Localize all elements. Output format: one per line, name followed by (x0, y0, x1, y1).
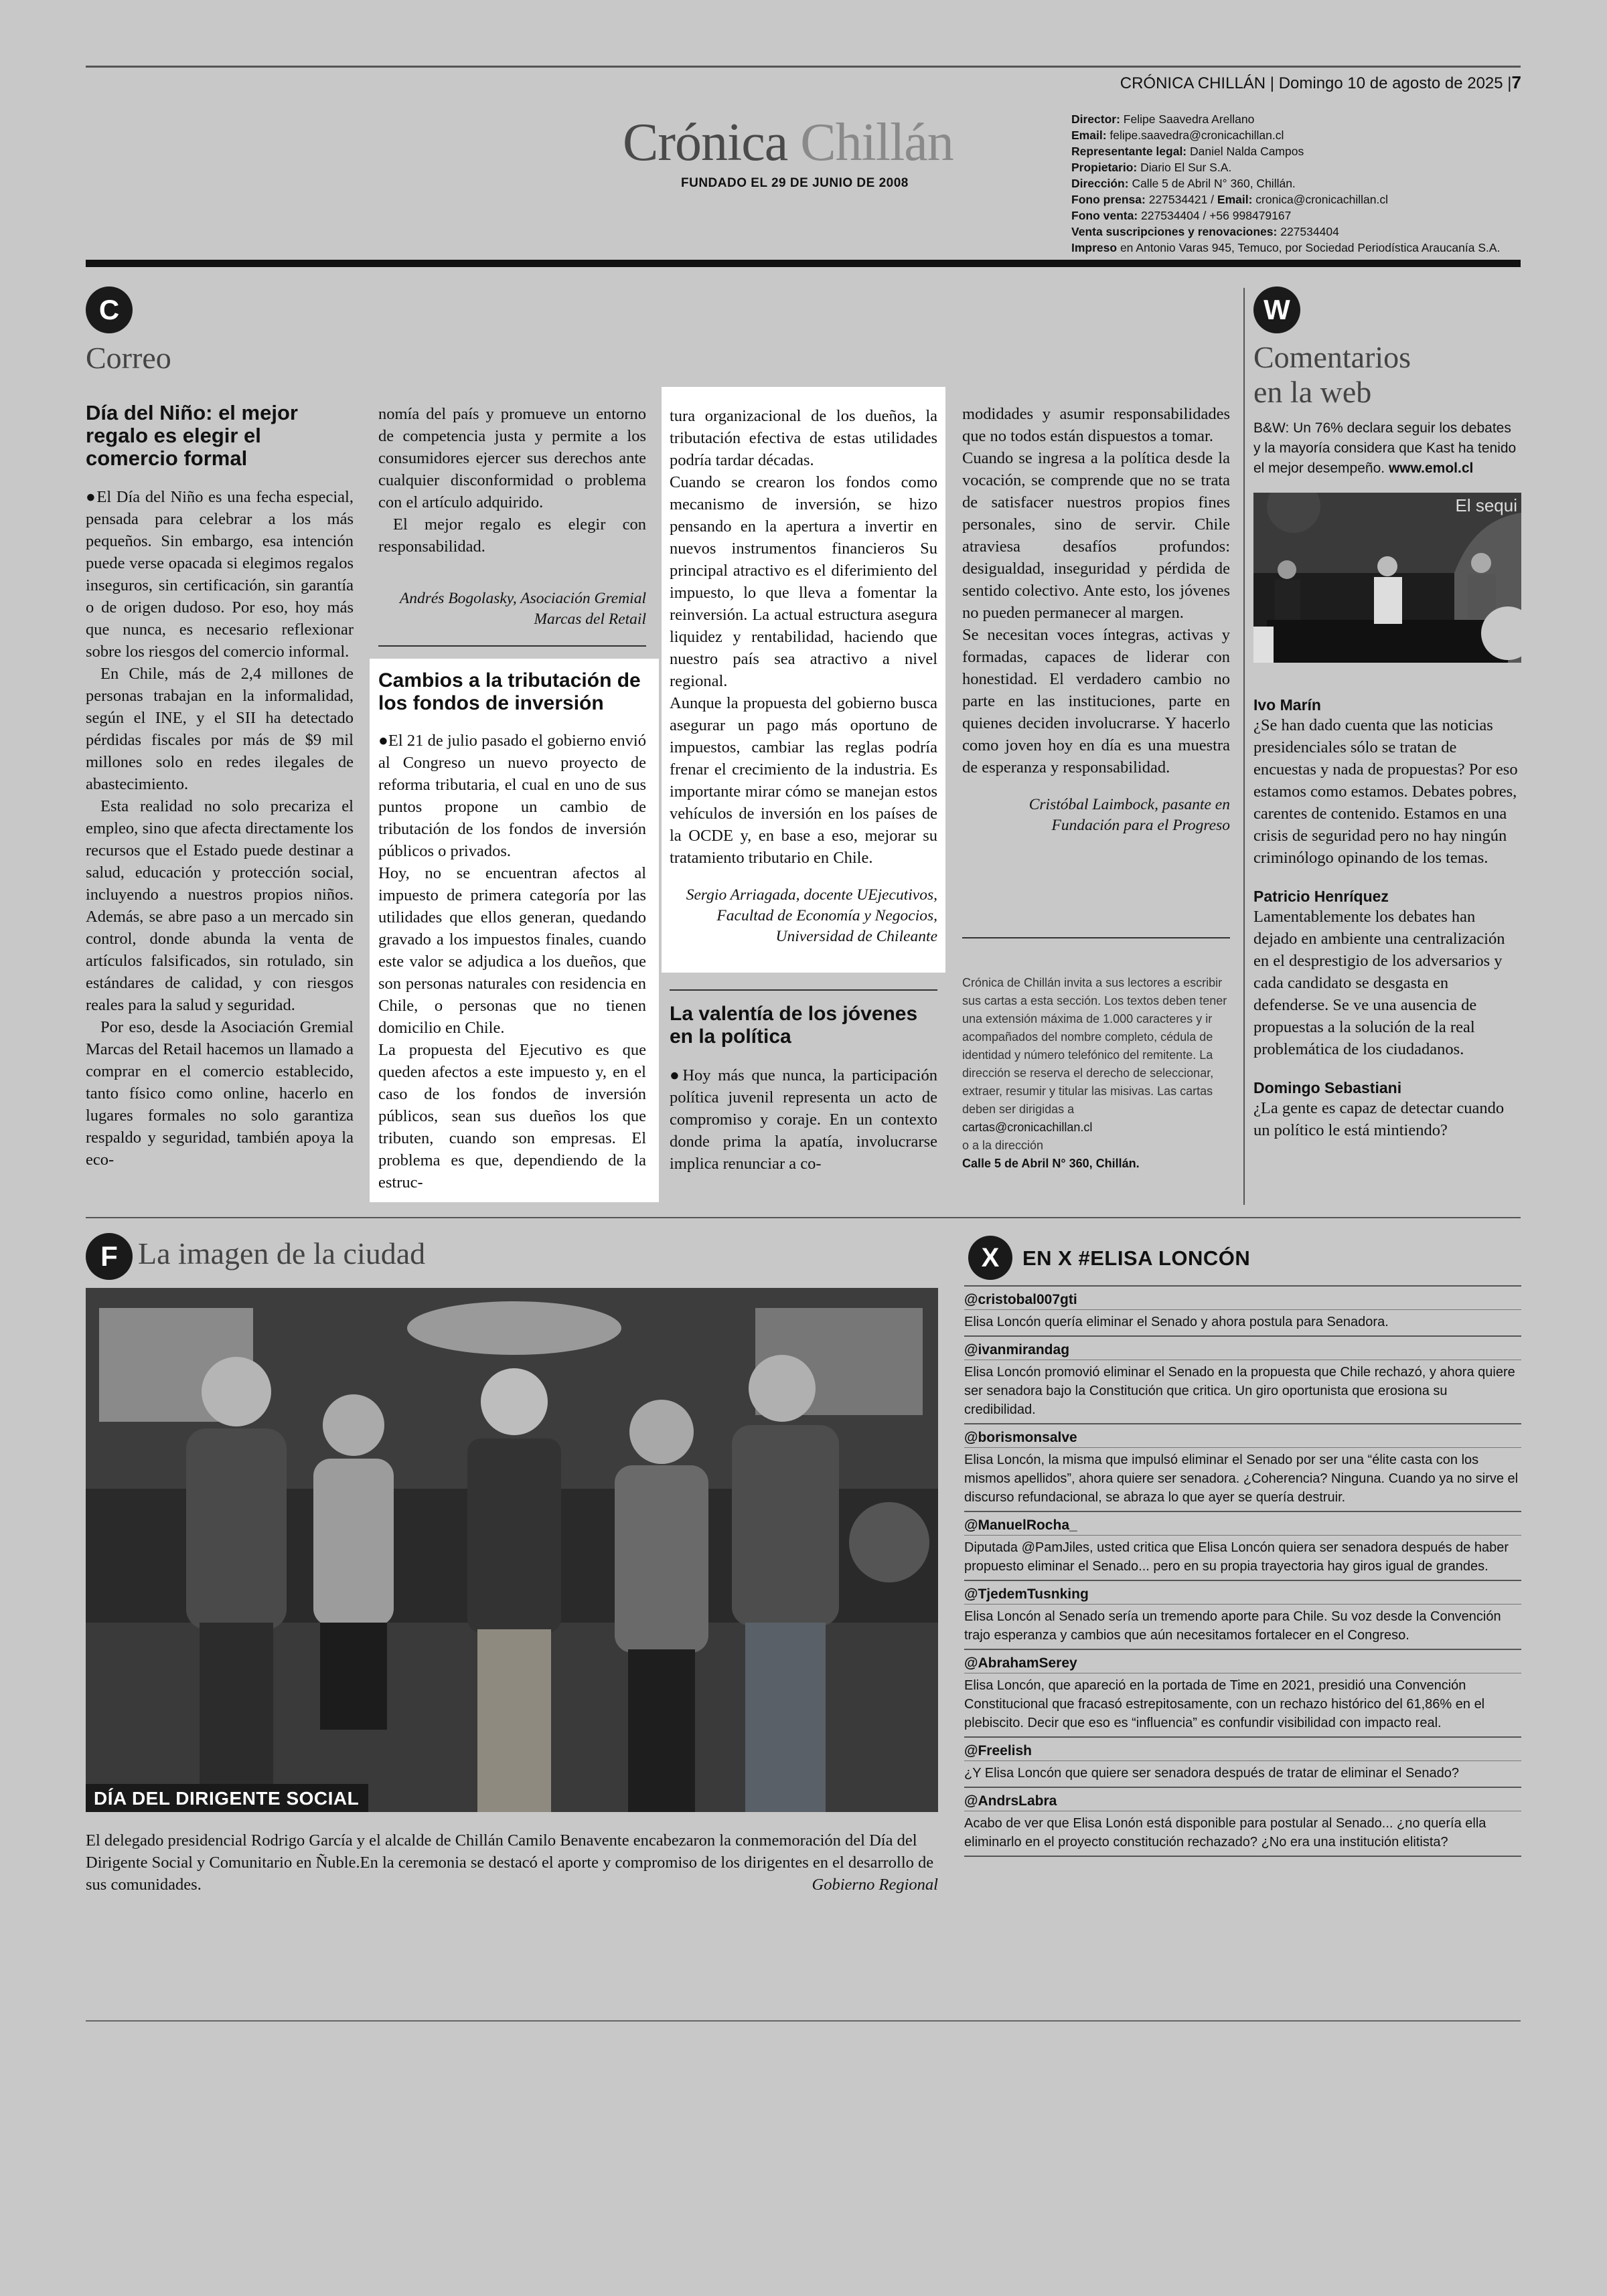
credits-block (1071, 111, 1513, 256)
x-post-user[interactable]: @AbrahamSerey (964, 1654, 1521, 1673)
letter2-p5: Cuando se crearon los fondos como mecanismo de inversión, se hizo pensando en la apertura a invertir en nuevos instrumentos financieros Su principal atractivo es el diferimiento del impuesto, lo que lleva a fomentar la reinversión. La actual estructura asegura liquidez y rentabilidad, haciendo que nuestro país sea atractivo a nivel regional. (670, 473, 937, 690)
photo-credit: Gobierno Regional (812, 1876, 938, 1894)
x-post (964, 1423, 1521, 1511)
x-post-user[interactable]: @TjedemTusnking (964, 1585, 1521, 1605)
web-vertical-rule (1243, 288, 1245, 1205)
logo-word-chillan: Chillán (800, 113, 953, 172)
credit-phone-sales: Fono venta: 227534404 / +56 998479167 (1071, 209, 1292, 222)
credit-address: Dirección: Calle 5 de Abril N° 360, Chillán. (1071, 177, 1296, 190)
masthead-logo (623, 112, 953, 173)
correo-section-icon: C (86, 286, 133, 333)
x-post-user[interactable]: @AndrsLabra (964, 1792, 1521, 1811)
x-posts-list (964, 1285, 1521, 1857)
imagen-section-title: La imagen de la ciudad (138, 1236, 426, 1270)
letters-invite (962, 974, 1230, 1173)
photo-caption (86, 1829, 938, 1896)
photo-caption-text: El delegado presidencial Rodrigo García y el alcalde de Chillán Camilo Benavente encabezaron la conmemoración del Día del Dirigente Social y Comunitario en Ñuble.En la ceremonia se destacó el aporte y compromiso de los dirigentes en el desarrollo de sus comunidades. (86, 1831, 934, 1894)
web-intro-lead: B&W: (1253, 420, 1290, 436)
city-photo (86, 1288, 938, 1812)
x-post-text: Elisa Loncón promovió eliminar el Senado en la propuesta que Chile rechazó, y ahora quiere ser senadora bajo la Constitución que critica. Un giro oportunista que erosiona su credibilidad. (964, 1365, 1515, 1417)
x-post (964, 1285, 1521, 1335)
comment-1-author: Ivo Marín (1253, 696, 1321, 714)
letter2-signature: Sergio Arriagada, docente UEjecutivos, Facultad de Economía y Negocios, Universidad de Chileante (686, 886, 937, 945)
x-post-text: Elisa Loncón, que apareció en la portada de Time en 2021, presidió una Convención Constitucional que fracasó estrepitosamente, con un rechazo histórico del 61,86% en el plebiscito. Decir que eso es “influencia” es confundir visibilidad con impacto real. (964, 1678, 1485, 1730)
bottom-rule (86, 2020, 1521, 2022)
letter1-title: Día del Niño: el mejor regalo es elegir el comercio formal (86, 401, 298, 470)
x-post (964, 1580, 1521, 1649)
credit-owner: Propietario: Diario El Sur S.A. (1071, 161, 1232, 174)
invite-address: Calle 5 de Abril N° 360, Chillán. (962, 1157, 1140, 1170)
letter3-title: La valentía de los jóvenes en la política (670, 1003, 918, 1048)
credit-director: Director: Felipe Saavedra Arellano (1071, 112, 1255, 126)
header-thick-rule (86, 260, 1521, 267)
letter1-p4: Por eso, desde la Asociación Gremial Marcas del Retail hacemos un llamado a comprar en el comercio establecido, tanto físico como online, hacerlo en lugares formales no solo garantiza respaldo y seguridad, también apoya la eco- (86, 1018, 354, 1169)
x-section-title: EN X #ELISA LONCÓN (1022, 1246, 1251, 1270)
comment-3-text: ¿La gente es capaz de detectar cuando un político le está mintiendo? (1253, 1099, 1505, 1139)
x-post-text: Elisa Loncón, la misma que impulsó eliminar el Senado por ser una “élite casta con los mismos apellidos”, ahora quiere ser senadora. ¿Coherencia? Ninguna. Cuando ya no sirve el discurso refundacional, se abraza lo que ayer se quería destruir. (964, 1453, 1519, 1505)
letter3-p3: Cuando se ingresa a la política desde la vocación, se comprende que no se trata de satisfacer nuestros propios fines personales, sino de servir. Chile atraviesa desafíos profundos: desigualdad, inseguridad y pérdida de sentido colectivo. Ante esto, los jóvenes no pueden permanecer al margen. (962, 449, 1230, 622)
letter2-p1: ●El 21 de julio pasado el gobierno envió al Congreso un nuevo proyecto de reforma tributaria, el cual en uno de sus puntos propone un cambio de tributación de los fondos de inversión públicos o privados. (378, 732, 646, 860)
letter1-col2 (378, 403, 646, 630)
x-post-text: Acabo de ver que Elisa Lonón está disponible para postular al Senado... ¿no quería ella eliminarlo en el proyecto constitución rechazado? ¿No era una institución elitista? (964, 1816, 1486, 1850)
photo-label: DÍA DEL DIRIGENTE SOCIAL (86, 1784, 368, 1812)
letter3-col3 (670, 1003, 937, 1175)
x-section-icon: X (968, 1236, 1012, 1280)
x-post (964, 1787, 1521, 1857)
credit-legal: Representante legal: Daniel Nalda Campos (1071, 145, 1304, 158)
logo-word-cronica: Crónica (623, 113, 788, 172)
invite-text: Crónica de Chillán invita a sus lectores a escribir sus cartas a esta sección. Los textos deben tener una extensión máxima de 1.000 caracteres y ir acompañados del nombre completo, cédula de identidad y número telefónico del remitente. La dirección se reserva el derecho de seleccionar, extraer, resumir y titular las misivas. Las cartas deben ser dirigidas a (962, 976, 1227, 1116)
x-post (964, 1649, 1521, 1736)
correo-section-title: Correo (86, 341, 171, 375)
web-section-icon: W (1253, 286, 1300, 333)
letter3-p4: Se necesitan voces íntegras, activas y formadas, capaces de liderar con honestidad. El verdadero cambio no parte en las instituciones, parte en quienes deciden involucrarse. Y hacerlo como joven hoy en día es una muestra de esperanza y responsabilidad. (962, 626, 1230, 776)
comment-2-text: Lamentablemente los debates han dejado en ambiente una centralización en el desprestigio de los adversarios y cada candidato se desgasta en defenderse. Se ve una ausencia de propuestas a la solución de la real problemática de los ciudadanos. (1253, 908, 1505, 1058)
running-header-text: CRÓNICA CHILLÁN | Domingo 10 de agosto de 2025 | (1120, 74, 1512, 92)
letter3-p1: ●Hoy más que nunca, la participación política juvenil representa un acto de compromiso y coraje. En un contexto donde prima la apatía, involucrarse implica renunciar a co- (670, 1066, 937, 1173)
credit-printed: Impreso en Antonio Varas 945, Temuco, por Sociedad Periodística Araucanía S.A. (1071, 241, 1501, 254)
section-divider (86, 1217, 1521, 1218)
letter2-p4: tura organizacional de los dueños, la tributación efectiva de estas utilidades podría tardar décadas. (670, 407, 937, 469)
letter1-col1 (86, 402, 354, 1171)
page-number: 7 (1511, 72, 1521, 92)
invite-or: o a la dirección (962, 1139, 1044, 1152)
group-photo-illustration (86, 1288, 938, 1812)
comment-3-author: Domingo Sebastiani (1253, 1079, 1402, 1096)
x-post-text: Diputada @PamJiles, usted critica que Elisa Loncón quiera ser senadora después de haber propuesto eliminar el Senado... pero en su propia trayectoria hay giros igual de grandes. (964, 1540, 1509, 1574)
letter1-p1: ●El Día del Niño es una fecha especial, pensada para celebrar a los más pequeños. Sin embargo, esa intención puede verse opacada si elegimos regalos inseguros, sin certificación, sin garantía o de origen dudoso. Por eso, hoy más que nunca, es necesario reflexionar sobre los riesgos del comercio informal. (86, 488, 354, 661)
running-header (1120, 72, 1521, 93)
letter2-title: Cambios a la tributación de los fondos de inversión (378, 669, 641, 714)
credit-phone-press: Fono prensa: 227534421 / Email: cronica@cronicachillan.cl (1071, 193, 1388, 206)
x-post-user[interactable]: @Freelish (964, 1742, 1521, 1761)
letter3-p2: modidades y asumir responsabilidades que no todos están dispuestos a tomar. (962, 405, 1230, 445)
letter2-p3: La propuesta del Ejecutivo es que queden afectos a este impuesto y, en el caso de los fondos de inversión públicos, sean sus dueños los que tributen, cuando son empresas. El problema es que, dependiendo de la estruc- (378, 1041, 646, 1192)
letter1-cont-p2: El mejor regalo es elegir con responsabilidad. (378, 515, 646, 556)
web-photo-overlay: El sequi (1455, 495, 1517, 515)
comment-1-text: ¿Se han dado cuenta que las noticias presidenciales sólo se tratan de encuestas y nada de propuestas? Por eso estamos como estamos. Debates pobres, carentes de contenido. Estamos en una crisis de seguridad pero no hay ningún criminólogo opinando de los temas. (1253, 716, 1518, 867)
credit-email: Email: felipe.saavedra@cronicachillan.cl (1071, 129, 1284, 142)
letter1-p3: Esta realidad no solo precariza el empleo, sino que afecta directamente los recursos que el Estado puede destinar a salud, educación y protección social, incluyendo a nuestros propios niños. Además, se abre paso a un mercado sin control, donde abunda la venta de artículos falsificados, sin rotulado, sin estándares de calidad, y con riesgos reales para la salud y seguridad. (86, 797, 354, 1014)
letter3-col4 (962, 403, 1230, 836)
invite-email[interactable]: cartas@cronicachillan.cl (962, 1121, 1093, 1134)
letter2-col3 (670, 405, 937, 947)
x-post (964, 1335, 1521, 1423)
x-post-text: ¿Y Elisa Loncón que quiere ser senadora después de tratar de eliminar el Senado? (964, 1766, 1459, 1781)
web-section-title (1253, 340, 1411, 410)
letter1-signature: Andrés Bogolasky, Asociación Gremial Marcas del Retail (399, 590, 646, 628)
letter3-signature: Cristóbal Laimbock, pasante en Fundación para el Progreso (1028, 796, 1230, 834)
letter1-cont-p1: nomía del país y promueve un entorno de competencia justa y permite a los consumidores ejercer sus derechos ante cualquier disconformidad o problema con el artículo adquirido. (378, 405, 646, 511)
col2-divider (378, 645, 646, 647)
col3-divider (670, 989, 937, 991)
x-post (964, 1511, 1521, 1580)
letter1-p2: En Chile, más de 2,4 millones de personas trabajan en la informalidad, según el INE, y el SII ha detectado pérdidas fiscales por más de $9 mil millones solo en redes ilegales de abastecimiento. (86, 665, 354, 793)
x-post (964, 1736, 1521, 1787)
debate-stage-illustration (1253, 493, 1521, 663)
web-intro (1253, 418, 1521, 479)
col4-divider (962, 937, 1230, 938)
letter2-p2: Hoy, no se encuentran afectos al impuesto de primera categoría por las utilidades que ellos generan, quedando gravado a los impuestos finales, cuando este valor se adjudica a los dueños, que son personas naturales con residencia en Chile, o personas que no tienen domicilio en Chile. (378, 864, 646, 1037)
letter2-p6: Aunque la propuesta del gobierno busca asegurar un pago más oportuno de impuestos, cambiar las reglas podría frenar el crecimiento de la industria. Es importante mirar cómo se manejan estos vehículos de inversión en los países de la OCDE y, en base a eso, mejorar su tratamiento tributario en Chile. (670, 694, 937, 867)
web-title-line1: Comentarios (1253, 340, 1411, 374)
web-title-line2: en la web (1253, 375, 1372, 409)
web-comments (1253, 696, 1521, 1141)
x-post-user[interactable]: @cristobal007gti (964, 1291, 1521, 1310)
imagen-section-icon: F (86, 1233, 133, 1280)
x-post-text: Elisa Loncón quería eliminar el Senado y ahora postula para Senadora. (964, 1315, 1389, 1329)
comment-2-author: Patricio Henríquez (1253, 888, 1389, 905)
web-photo (1253, 493, 1521, 663)
x-post-user[interactable]: @ManuelRocha_ (964, 1516, 1521, 1536)
credit-subscriptions: Venta suscripciones y renovaciones: 227534404 (1071, 225, 1339, 238)
web-intro-text: Un 76% declara seguir los debates y la mayoría considera que Kast ha tenido el mejor desempeño. (1253, 420, 1517, 476)
x-post-user[interactable]: @borismonsalve (964, 1428, 1521, 1448)
web-intro-link[interactable]: www.emol.cl (1385, 461, 1474, 476)
x-post-user[interactable]: @ivanmirandag (964, 1341, 1521, 1360)
letter2-col2 (378, 669, 646, 1194)
top-rule (86, 66, 1521, 68)
x-post-text: Elisa Loncón al Senado sería un tremendo aporte para Chile. Su voz desde la Convención trajo esperanza y cambios que aún necesitamos fortalecer en el Congreso. (964, 1609, 1501, 1643)
founded-line: FUNDADO EL 29 DE JUNIO DE 2008 (681, 176, 909, 190)
